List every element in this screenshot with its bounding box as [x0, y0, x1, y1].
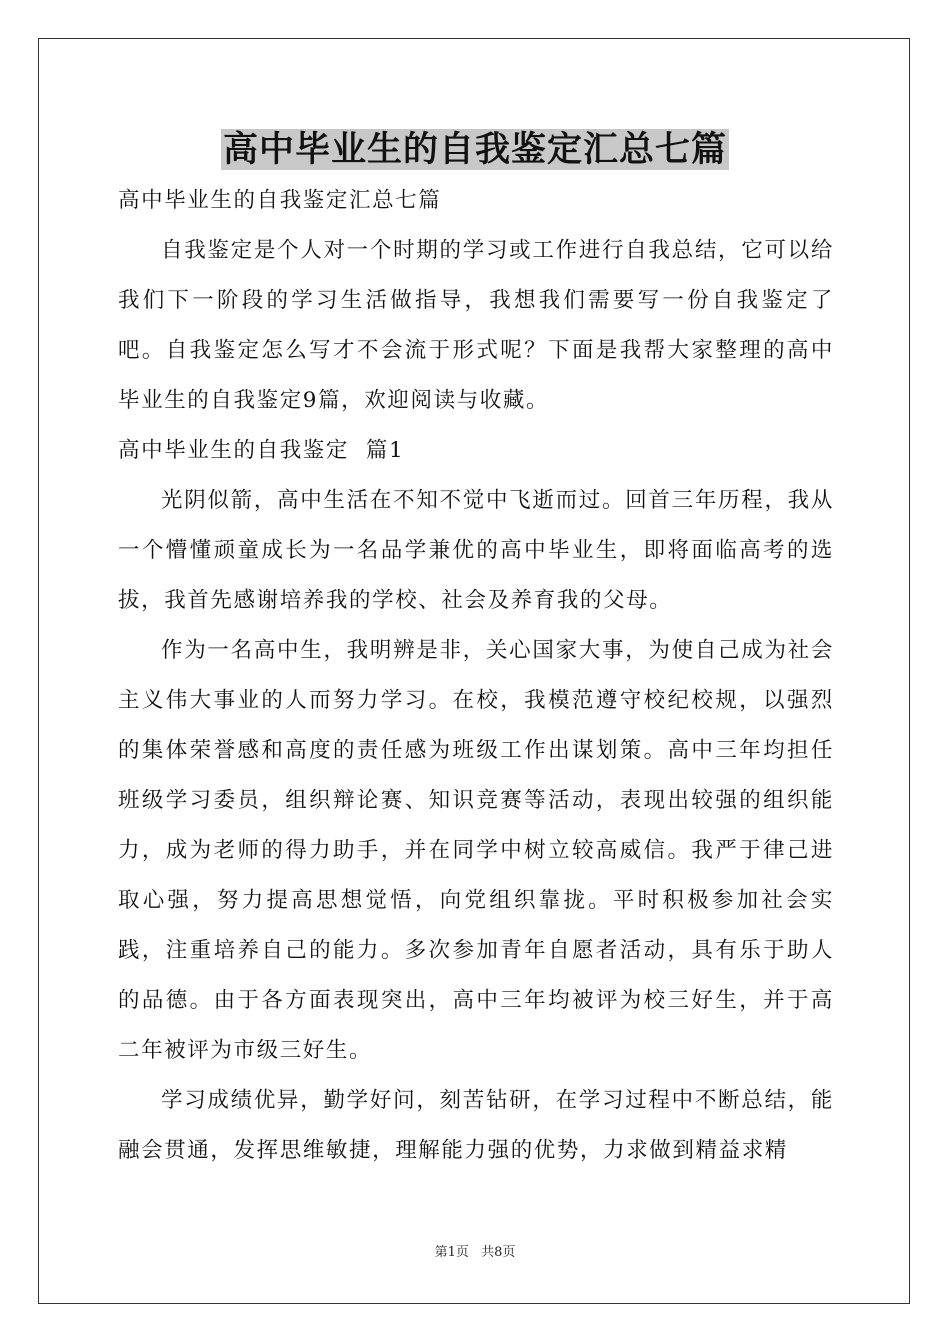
document-title-text: 高中毕业生的自我鉴定汇总七篇 [222, 129, 727, 170]
section-heading: 高中毕业生的自我鉴定 篇1 [118, 438, 405, 463]
document-subtitle: 高中毕业生的自我鉴定汇总七篇 [118, 188, 442, 213]
document-title [0, 126, 950, 174]
page-total: 共8页 [481, 1245, 516, 1260]
body-paragraph-2: 作为一名高中生，我明辨是非，关心国家大事，为使自己成为社会主义伟大事业的人而努力学习。在校，我模范遵守校纪校规，以强烈的集体荣誉感和高度的责任感为班级工作出谋划策。高中三年均担任班级学习委员，组织辩论赛、知识竞赛等活动，表现出较强的组织能力，成为老师的得力助手，并在同学中树立较高威信。我严于律己进取心强，努力提高思想觉悟，向党组织靠拢。平时积极参加社会实践，注重培养自己的能力。多次参加青年自愿者活动，具有乐于助人的品德。由于各方面表现突出，高中三年均被评为校三好生，并于高二年被评为市级三好生。 [118, 638, 834, 1063]
body-paragraph-3: 学习成绩优异，勤学好问，刻苦钻研，在学习过程中不断总结，能融会贯通，发挥思维敏捷，理解能力强的优势，力求做到精益求精 [118, 1088, 834, 1163]
page-footer [0, 1244, 950, 1262]
document-body [118, 176, 834, 1176]
intro-paragraph: 自我鉴定是个人对一个时期的学习或工作进行自我总结，它可以给我们下一阶段的学习生活做指导，我想我们需要写一份自我鉴定了吧。自我鉴定怎么写才不会流于形式呢？下面是我帮大家整理的高中毕业生的自我鉴定9篇，欢迎阅读与收藏。 [118, 238, 834, 413]
page-number: 第1页 [434, 1245, 469, 1260]
body-paragraph-1: 光阴似箭，高中生活在不知不觉中飞逝而过。回首三年历程，我从一个懵懂顽童成长为一名品学兼优的高中毕业生，即将面临高考的选拔，我首先感谢培养我的学校、社会及养育我的父母。 [118, 488, 834, 613]
